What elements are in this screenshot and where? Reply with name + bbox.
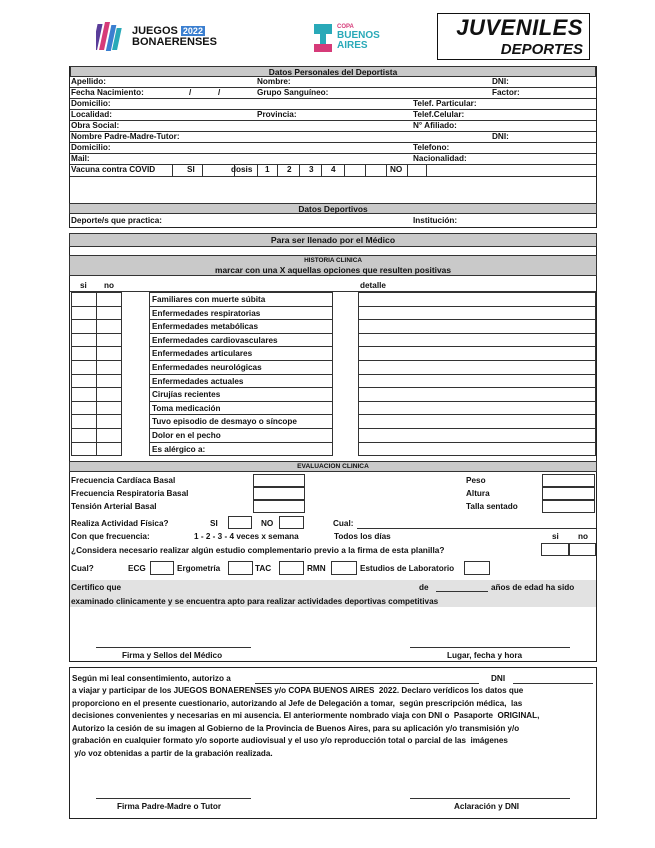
tension-arterial-field[interactable] — [253, 500, 305, 513]
condition-no-checkbox[interactable] — [96, 292, 122, 307]
row-deportes — [70, 215, 596, 228]
condition-si-checkbox[interactable] — [71, 360, 97, 375]
col-si-header: si — [80, 281, 87, 290]
historia-clinica-band — [69, 255, 597, 276]
vacuna-no-checkbox[interactable] — [407, 164, 427, 176]
condition-no-checkbox[interactable] — [96, 414, 122, 429]
condition-no-checkbox[interactable] — [96, 360, 122, 375]
telef-celular-label: Telef.Celular: — [413, 110, 465, 119]
evaluacion-clinica-title: EVALUACION CLINICA — [69, 461, 597, 472]
datos-deportivos-title: Datos Deportivos — [69, 203, 597, 214]
juegos-logo-year: 2022 — [182, 26, 203, 36]
condition-label: Enfermedades actuales — [149, 374, 333, 389]
condition-si-checkbox[interactable] — [71, 442, 97, 457]
rmn-label: RMN — [307, 564, 326, 573]
condition-label: Es alérgico a: — [149, 442, 333, 457]
condition-no-checkbox[interactable] — [96, 401, 122, 416]
actividad-si-label: SI — [210, 519, 218, 528]
telef-particular-label: Telef. Particular: — [413, 99, 477, 108]
col-no-header: no — [104, 281, 115, 290]
copa-logo-mark-icon — [312, 22, 334, 54]
cual-label: Cual: — [333, 519, 354, 528]
firma-padre-label: Firma Padre-Madre o Tutor — [117, 802, 222, 811]
condition-detalle-field[interactable] — [358, 306, 596, 321]
certifico-anos-label: años de edad ha sido — [491, 583, 575, 592]
condition-si-checkbox[interactable] — [71, 306, 97, 321]
consent-line: decisiones convenientes y necesarias en mi ausencia. El anteriormente nombrado viaja con DNI o Pasaporte ORIGINAL, — [72, 711, 540, 721]
condition-detalle-field[interactable] — [358, 428, 596, 443]
apellido-label: Apellido: — [71, 77, 107, 86]
vacuna-si-label: SI — [187, 165, 195, 174]
condition-si-checkbox[interactable] — [71, 333, 97, 348]
row-apellido — [70, 77, 596, 88]
domicilio-label: Domicilio: — [71, 99, 111, 108]
consent-nombre-line — [255, 683, 479, 684]
dni-padre-label: DNI: — [492, 132, 509, 141]
telefono-label: Telefono: — [413, 143, 450, 152]
condition-detalle-field[interactable] — [358, 346, 596, 361]
aclaracion-label: Aclaración y DNI — [454, 802, 520, 811]
condition-detalle-field[interactable] — [358, 333, 596, 348]
row-nombre-padre — [70, 132, 596, 143]
row-domicilio-padre — [70, 143, 596, 154]
condition-label: Enfermedades metabólicas — [149, 319, 333, 334]
condition-si-checkbox[interactable] — [71, 414, 97, 429]
consent-line: a viajar y participar de los JUEGOS BONAERENSES y/o COPA BUENOS AIRES 2022. Declaro verídicos los datos que — [72, 686, 524, 695]
condition-detalle-field[interactable] — [358, 387, 596, 402]
dose-1-label: 1 — [265, 165, 270, 174]
condition-detalle-field[interactable] — [358, 401, 596, 416]
tension-arterial-label: Tensión Arterial Basal — [71, 502, 157, 511]
personal-data-title: Datos Personales del Deportista — [70, 66, 596, 77]
copa-logo-line3: AIRES — [337, 40, 368, 51]
row-obra-social — [70, 121, 596, 132]
juegos-logo-line2: BONAERENSES — [132, 36, 217, 48]
domicilio-padre-label: Domicilio: — [71, 143, 111, 152]
copa-buenos-aires-logo — [312, 22, 392, 56]
condition-no-checkbox[interactable] — [96, 387, 122, 402]
considera-estudio-label: ¿Considera necesario realizar algún estudio complementario previo a la firma de esta planilla? — [71, 545, 445, 555]
dni-label: DNI: — [492, 77, 509, 86]
condition-detalle-field[interactable] — [358, 319, 596, 334]
condition-label: Enfermedades cardiovasculares — [149, 333, 333, 348]
frec-cardiaca-label: Frecuencia Cardíaca Basal — [71, 476, 176, 485]
condition-si-checkbox[interactable] — [71, 292, 97, 307]
copa-logo-line2: BUENOS — [337, 30, 380, 41]
talla-sentado-field[interactable] — [542, 500, 595, 513]
condition-si-checkbox[interactable] — [71, 346, 97, 361]
consent-paragraph — [72, 685, 592, 761]
condition-label: Dolor en el pecho — [149, 428, 333, 443]
estudio-si-header: si — [552, 532, 559, 541]
title-juveniles: JUVENILES — [456, 15, 583, 40]
condition-label: Toma medicación — [149, 401, 333, 416]
consent-dni-line — [513, 683, 593, 684]
institucion-label: Institución: — [413, 216, 458, 225]
firma-padre-line — [96, 798, 251, 799]
ergometria-checkbox[interactable] — [228, 561, 253, 575]
condition-detalle-field[interactable] — [358, 414, 596, 429]
firma-medico-line — [96, 647, 251, 648]
nombre-label: Nombre: — [257, 77, 291, 86]
condition-detalle-field[interactable] — [358, 442, 596, 457]
condition-label: Cirujías recientes — [149, 387, 333, 402]
condition-si-checkbox[interactable] — [71, 374, 97, 389]
juegos-bonaerenses-logo — [96, 22, 236, 56]
n-afiliado-label: N° Afiliado: — [413, 121, 457, 130]
dosis-label: dosis — [231, 165, 253, 174]
localidad-label: Localidad: — [71, 110, 112, 119]
deportes-label: Deporte/s que practica: — [71, 216, 162, 225]
condition-no-checkbox[interactable] — [96, 333, 122, 348]
dose-2-label: 2 — [287, 165, 292, 174]
estudio-si-checkbox[interactable] — [541, 543, 569, 556]
condition-label: Enfermedades neurológicas — [149, 360, 333, 375]
consent-line: Autorizo la cesión de su imagen al Gobierno de la Provincia de Buenos Aires, para su aplicación y/o transmisión y/o — [72, 723, 520, 733]
certifico-de-label: de — [419, 583, 429, 592]
peso-label: Peso — [466, 476, 486, 485]
condition-si-checkbox[interactable] — [71, 401, 97, 416]
juegos-logo-line1: JUEGOS — [132, 25, 178, 37]
vacuna-no-label: NO — [390, 165, 403, 174]
actividad-fisica-label: Realiza Actividad Física? — [71, 519, 169, 528]
altura-label: Altura — [466, 489, 490, 498]
lugar-fecha-label: Lugar, fecha y hora — [447, 651, 523, 660]
consent-dni-label: DNI — [491, 674, 506, 683]
cual2-label: Cual? — [71, 564, 94, 573]
firma-medico-label: Firma y Sellos del Médico — [122, 651, 223, 660]
row-vacuna-covid — [70, 165, 596, 177]
lugar-fecha-line — [410, 647, 570, 648]
consent-line: proporciono en el presente cuestionario, autorizando al Jefe de Delegación a tomar, según prescripción médica, las — [72, 698, 523, 708]
condition-si-checkbox[interactable] — [71, 387, 97, 402]
ergometria-label: Ergometría — [177, 564, 221, 573]
estudio-no-checkbox[interactable] — [569, 543, 596, 556]
row-domicilio — [70, 99, 596, 110]
frec-respiratoria-label: Frecuencia Respiratoria Basal — [71, 489, 189, 498]
nacionalidad-label: Nacionalidad: — [413, 154, 467, 163]
condition-label: Enfermedades articulares — [149, 346, 333, 361]
fecha-slash-1: / — [189, 88, 192, 97]
condition-no-checkbox[interactable] — [96, 306, 122, 321]
consent-line: y/o voz obtenidas a partir de la grabación realizada. — [72, 748, 273, 758]
condition-si-checkbox[interactable] — [71, 428, 97, 443]
consent-line1-label: Según mi leal consentimiento, autorizo a — [72, 674, 231, 683]
condition-si-checkbox[interactable] — [71, 319, 97, 334]
tac-label: TAC — [255, 564, 272, 573]
condition-no-checkbox[interactable] — [96, 319, 122, 334]
examinado-text: examinado clinicamente y se encuentra apto para realizar actividades deportivas competitivas — [71, 597, 439, 606]
factor-label: Factor: — [492, 88, 520, 97]
condition-no-checkbox[interactable] — [96, 346, 122, 361]
condition-detalle-field[interactable] — [358, 292, 596, 307]
frec-cardiaca-field[interactable] — [253, 474, 305, 487]
aclaracion-line — [410, 798, 570, 799]
col-detalle-header: detalle — [360, 281, 386, 290]
fecha-nacimiento-label: Fecha Nacimiento: — [71, 88, 144, 97]
historia-clinica-title: HISTORIA CLINICA — [304, 257, 362, 264]
laboratorio-checkbox[interactable] — [464, 561, 490, 575]
tac-checkbox[interactable] — [279, 561, 304, 575]
vacuna-covid-label: Vacuna contra COVID — [71, 165, 156, 174]
fecha-slash-2: / — [218, 88, 221, 97]
talla-sentado-label: Talla sentado — [466, 502, 518, 511]
nombre-padre-label: Nombre Padre-Madre-Tutor: — [71, 132, 180, 141]
juegos-logo-mark-icon — [96, 22, 126, 54]
ecg-checkbox[interactable] — [150, 561, 174, 575]
dose-4-label: 4 — [331, 165, 336, 174]
dose-3-label: 3 — [309, 165, 314, 174]
medico-title: Para ser llenado por el Médico — [69, 233, 597, 247]
title-deportes: DEPORTES — [500, 41, 583, 58]
certifico-edad-line — [436, 591, 488, 592]
certifico-label: Certifico que — [71, 583, 122, 592]
copa-logo-line1: COPA — [337, 24, 354, 30]
condition-no-checkbox[interactable] — [96, 428, 122, 443]
obra-social-label: Obra Social: — [71, 121, 120, 130]
condition-label: Enfermedades respiratorias — [149, 306, 333, 321]
laboratorio-label: Estudios de Laboratorio — [360, 564, 455, 573]
todos-los-dias-label: Todos los días — [334, 532, 391, 541]
consent-line: grabación en cualquier formato y/o soporte audiovisual y el uso y/o reproducción total o parcial de las imágenes — [72, 736, 508, 746]
condition-no-checkbox[interactable] — [96, 442, 122, 457]
provincia-label: Provincia: — [257, 110, 297, 119]
ecg-label: ECG — [128, 564, 146, 573]
frec-respiratoria-field[interactable] — [253, 487, 305, 500]
condition-detalle-field[interactable] — [358, 360, 596, 375]
condition-label: Familiares con muerte súbita — [149, 292, 333, 307]
condition-no-checkbox[interactable] — [96, 374, 122, 389]
actividad-si-checkbox[interactable] — [228, 516, 252, 529]
row-fecha-nacimiento — [70, 88, 596, 99]
actividad-no-checkbox[interactable] — [279, 516, 304, 529]
mail-label: Mail: — [71, 154, 90, 163]
grupo-sanguineo-label: Grupo Sanguíneo: — [257, 88, 329, 97]
estudio-no-header: no — [578, 532, 589, 541]
title-box — [437, 13, 590, 60]
frecuencia-options: 1 - 2 - 3 - 4 veces x semana — [194, 532, 299, 541]
peso-field[interactable] — [542, 474, 595, 487]
condition-detalle-field[interactable] — [358, 374, 596, 389]
rmn-checkbox[interactable] — [331, 561, 357, 575]
altura-field[interactable] — [542, 487, 595, 500]
frecuencia-label: Con que frecuencia: — [71, 532, 150, 541]
actividad-no-label: NO — [261, 519, 274, 528]
vacuna-gap-cell — [365, 164, 387, 176]
cual-line — [357, 528, 596, 529]
row-localidad — [70, 110, 596, 121]
historia-clinica-subtitle: marcar con una X aquellas opciones que resulten positivas — [215, 265, 451, 275]
condition-label: Tuvo episodio de desmayo o síncope — [149, 414, 333, 429]
